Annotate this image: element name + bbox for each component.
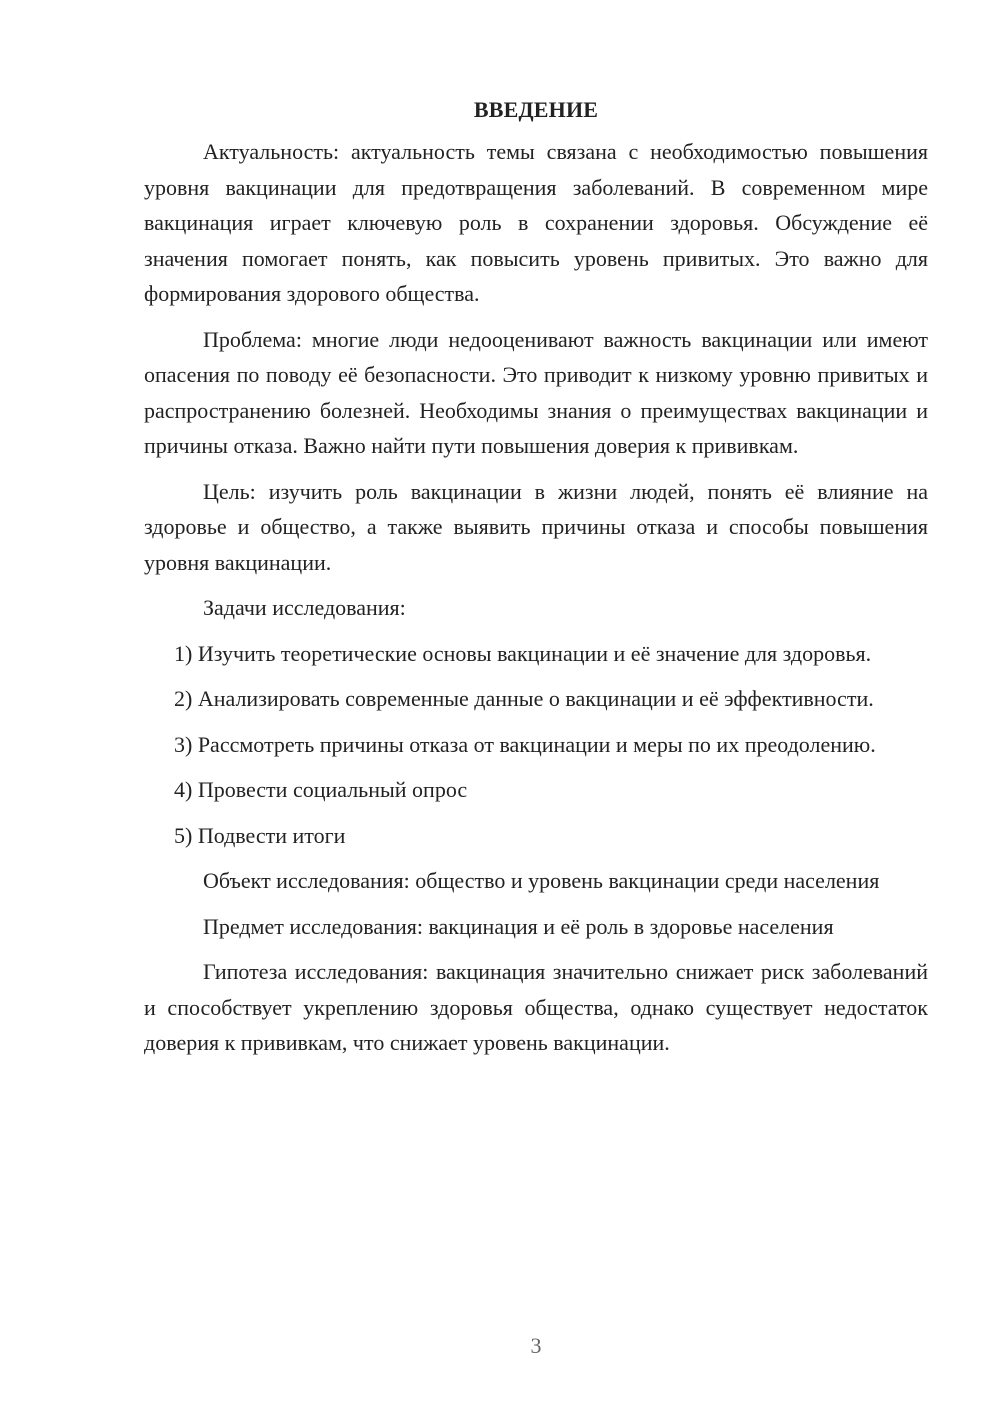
section-heading: ВВЕДЕНИЕ	[473, 97, 599, 122]
subject-paragraph: Предмет исследования: вакцинация и её роль в здоровье населения	[203, 913, 834, 939]
goal-paragraph: Цель: изучить роль вакцинации в жизни людей, понять её влияние на здоровье и общество, а также выявить причины отказа и способы повышения уровня вакцинации.	[144, 478, 928, 575]
document-page	[144, 96, 928, 1071]
task-item-1: 1) Изучить теоретические основы вакцинации и её значение для здоровья.	[174, 640, 872, 666]
problem-paragraph: Проблема: многие люди недооценивают важность вакцинации или имеют опасения по поводу её безопасности. Это приводит к низкому уровню привитых и распространению болезней. Необходимы знания о преимуществах вакцинации и причины отказа. Важно найти пути повышения доверия к прививкам.	[144, 326, 928, 458]
hypothesis-paragraph: Гипотеза исследования: вакцинация значительно снижает риск заболеваний и способствует укреплению здоровья общества, однако существует недостаток доверия к прививкам, что снижает уровень вакцинации.	[144, 959, 928, 1055]
page-number: 3	[530, 1333, 542, 1358]
tasks-title: Задачи исследования:	[203, 595, 406, 620]
object-paragraph: Объект исследования: общество и уровень вакцинации среди населения	[203, 868, 880, 893]
task-item-4: 4) Провести социальный опрос	[174, 777, 468, 802]
task-item-3: 3) Рассмотреть причины отказа от вакцинации и меры по их преодолению.	[174, 731, 876, 757]
task-item-5: 5) Подвести итоги	[174, 822, 346, 848]
task-item-2: 2) Анализировать современные данные о вакцинации и её эффективности.	[174, 686, 874, 711]
relevance-paragraph: Актуальность: актуальность темы связана с необходимостью повышения уровня вакцинации для предотвращения заболеваний. В современном мире вакцинация играет ключевую роль в сохранении здоровья. Обсуждение её значения помогает понять, как повысить уровень привитых. Это важно для формирования здорового общества.	[144, 139, 928, 306]
